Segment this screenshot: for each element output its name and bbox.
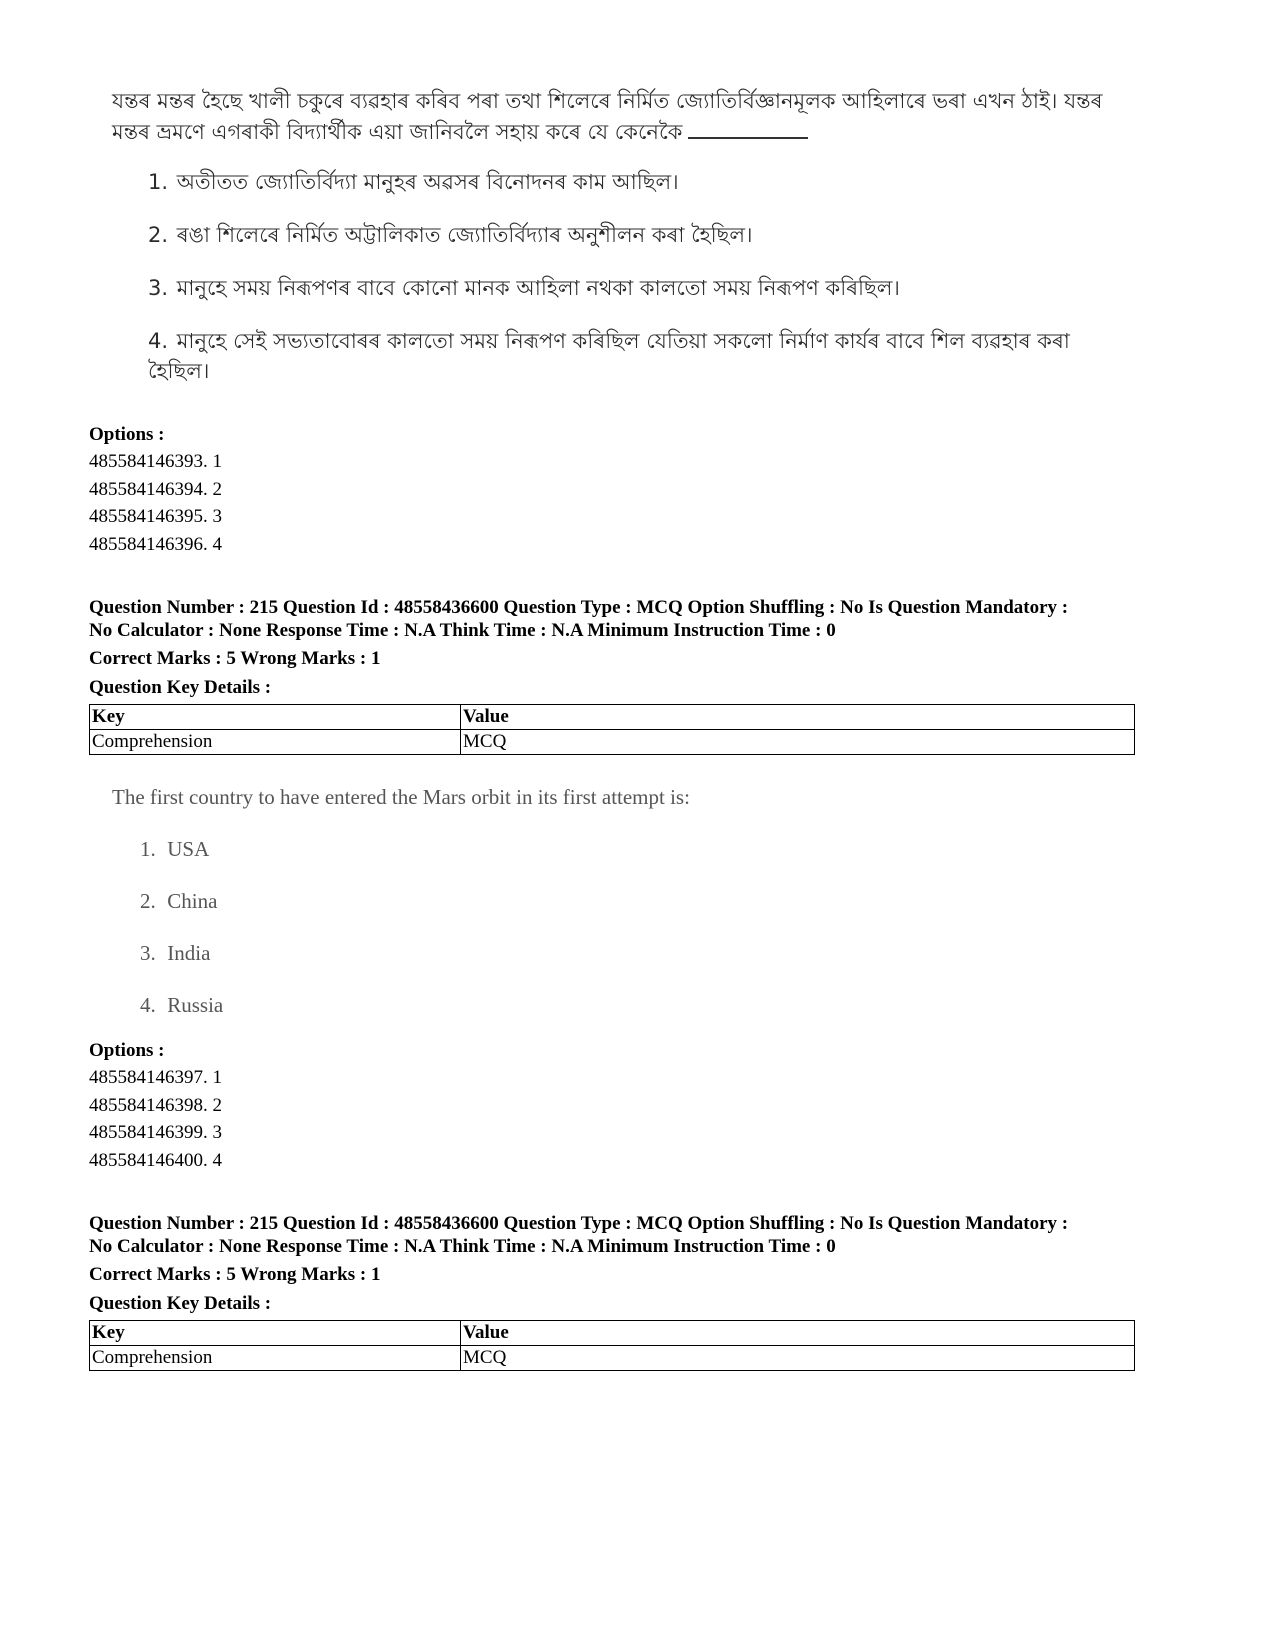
options-title: Options : bbox=[89, 1040, 165, 1061]
key-details-heading: Question Key Details : bbox=[89, 677, 272, 698]
option-line: 485584146395. 3 bbox=[89, 506, 222, 527]
question-meta bbox=[89, 1212, 1189, 1371]
question-choices bbox=[112, 167, 1132, 386]
table-cell: Comprehension bbox=[90, 730, 461, 755]
table-cell: Key bbox=[90, 1321, 461, 1346]
choice-item: 4. Russia bbox=[140, 993, 224, 1017]
choice-item: 3. India bbox=[140, 941, 211, 965]
choice-item: 2. China bbox=[140, 889, 218, 913]
option-line: 485584146396. 4 bbox=[89, 533, 222, 555]
marks-line: Correct Marks : 5 Wrong Marks : 1 bbox=[89, 1264, 381, 1285]
question-image-english bbox=[112, 783, 912, 1019]
choice-item: 3. মানুহে সময় নিৰূপণৰ বাবে কোনো মানক আহিলা নথকা কালতো সময় নিৰূপণ কৰিছিল। bbox=[148, 276, 900, 300]
table-cell: Value bbox=[461, 1321, 1135, 1346]
option-line: 485584146400. 4 bbox=[89, 1149, 222, 1171]
option-line: 485584146393. 1 bbox=[89, 451, 222, 472]
option-line: 485584146399. 3 bbox=[89, 1122, 222, 1143]
options-list bbox=[89, 421, 1189, 558]
marks-line: Correct Marks : 5 Wrong Marks : 1 bbox=[89, 648, 381, 669]
key-details-heading: Question Key Details : bbox=[89, 1293, 272, 1314]
options-title: Options : bbox=[89, 424, 165, 445]
table-cell: MCQ bbox=[461, 1346, 1135, 1371]
question-stem: The first country to have entered the Mars orbit in its first attempt is: bbox=[112, 785, 690, 809]
meta-line: No Calculator : None Response Time : N.A Think Time : N.A Minimum Instruction Time : 0 bbox=[89, 1236, 836, 1257]
question-image-assamese bbox=[112, 86, 1132, 386]
question-choices bbox=[112, 835, 912, 1019]
table-cell: Value bbox=[461, 705, 1135, 730]
question-meta bbox=[89, 596, 1189, 755]
option-line: 485584146398. 2 bbox=[89, 1094, 222, 1116]
choice-item: 1. অতীতত জ্যোতিৰ্বিদ্যা মানুহৰ অৱসৰ বিনোদনৰ কাম আছিল। bbox=[148, 170, 679, 194]
choice-item: 4. মানুহে সেই সভ্যতাবোৰৰ কালতো সময় নিৰূপণ কৰিছিল যেতিয়া সকলো নিৰ্মাণ কাৰ্যৰ বাবে শিল ব্যৱহাৰ কৰা হৈছিল। bbox=[148, 329, 1070, 383]
table-header-row bbox=[90, 705, 1135, 730]
key-details-table bbox=[89, 1320, 1135, 1371]
meta-line: Question Number : 215 Question Id : 48558436600 Question Type : MCQ Option Shuffling : No Is Question Mandatory : bbox=[89, 1213, 1069, 1234]
options-list bbox=[89, 1037, 1189, 1174]
table-header-row bbox=[90, 1321, 1135, 1346]
table-row bbox=[90, 730, 1135, 755]
meta-line: Question Number : 215 Question Id : 48558436600 Question Type : MCQ Option Shuffling : No Is Question Mandatory : bbox=[89, 597, 1069, 618]
table-cell: Key bbox=[90, 705, 461, 730]
table-row bbox=[90, 1346, 1135, 1371]
key-details-table bbox=[89, 704, 1135, 755]
table-cell: MCQ bbox=[461, 730, 1135, 755]
answer-blank bbox=[688, 137, 808, 139]
table-cell: Comprehension bbox=[90, 1346, 461, 1371]
option-line: 485584146394. 2 bbox=[89, 478, 222, 500]
option-line: 485584146397. 1 bbox=[89, 1067, 222, 1088]
question-stem: যন্তৰ মন্তৰ হৈছে খালী চকুৰে ব্যৱহাৰ কৰিব পৰা তথা শিলেৰে নিৰ্মিত জ্যোতিৰ্বিজ্ঞানমূলক আহিলাৰে ভৰা এখন ঠাই। যন্তৰ মন্তৰ ভ্ৰমণে এগৰাকী বিদ্যাৰ্থীক এয়া জানিবলৈ সহায় কৰে যে কেনেকৈ bbox=[112, 89, 1103, 144]
choice-item: 1. USA bbox=[140, 837, 210, 861]
choice-item: 2. ৰঙা শিলেৰে নিৰ্মিত অট্টালিকাত জ্যোতিৰ্বিদ্যাৰ অনুশীলন কৰা হৈছিল। bbox=[148, 223, 753, 247]
meta-line: No Calculator : None Response Time : N.A Think Time : N.A Minimum Instruction Time : 0 bbox=[89, 620, 836, 641]
